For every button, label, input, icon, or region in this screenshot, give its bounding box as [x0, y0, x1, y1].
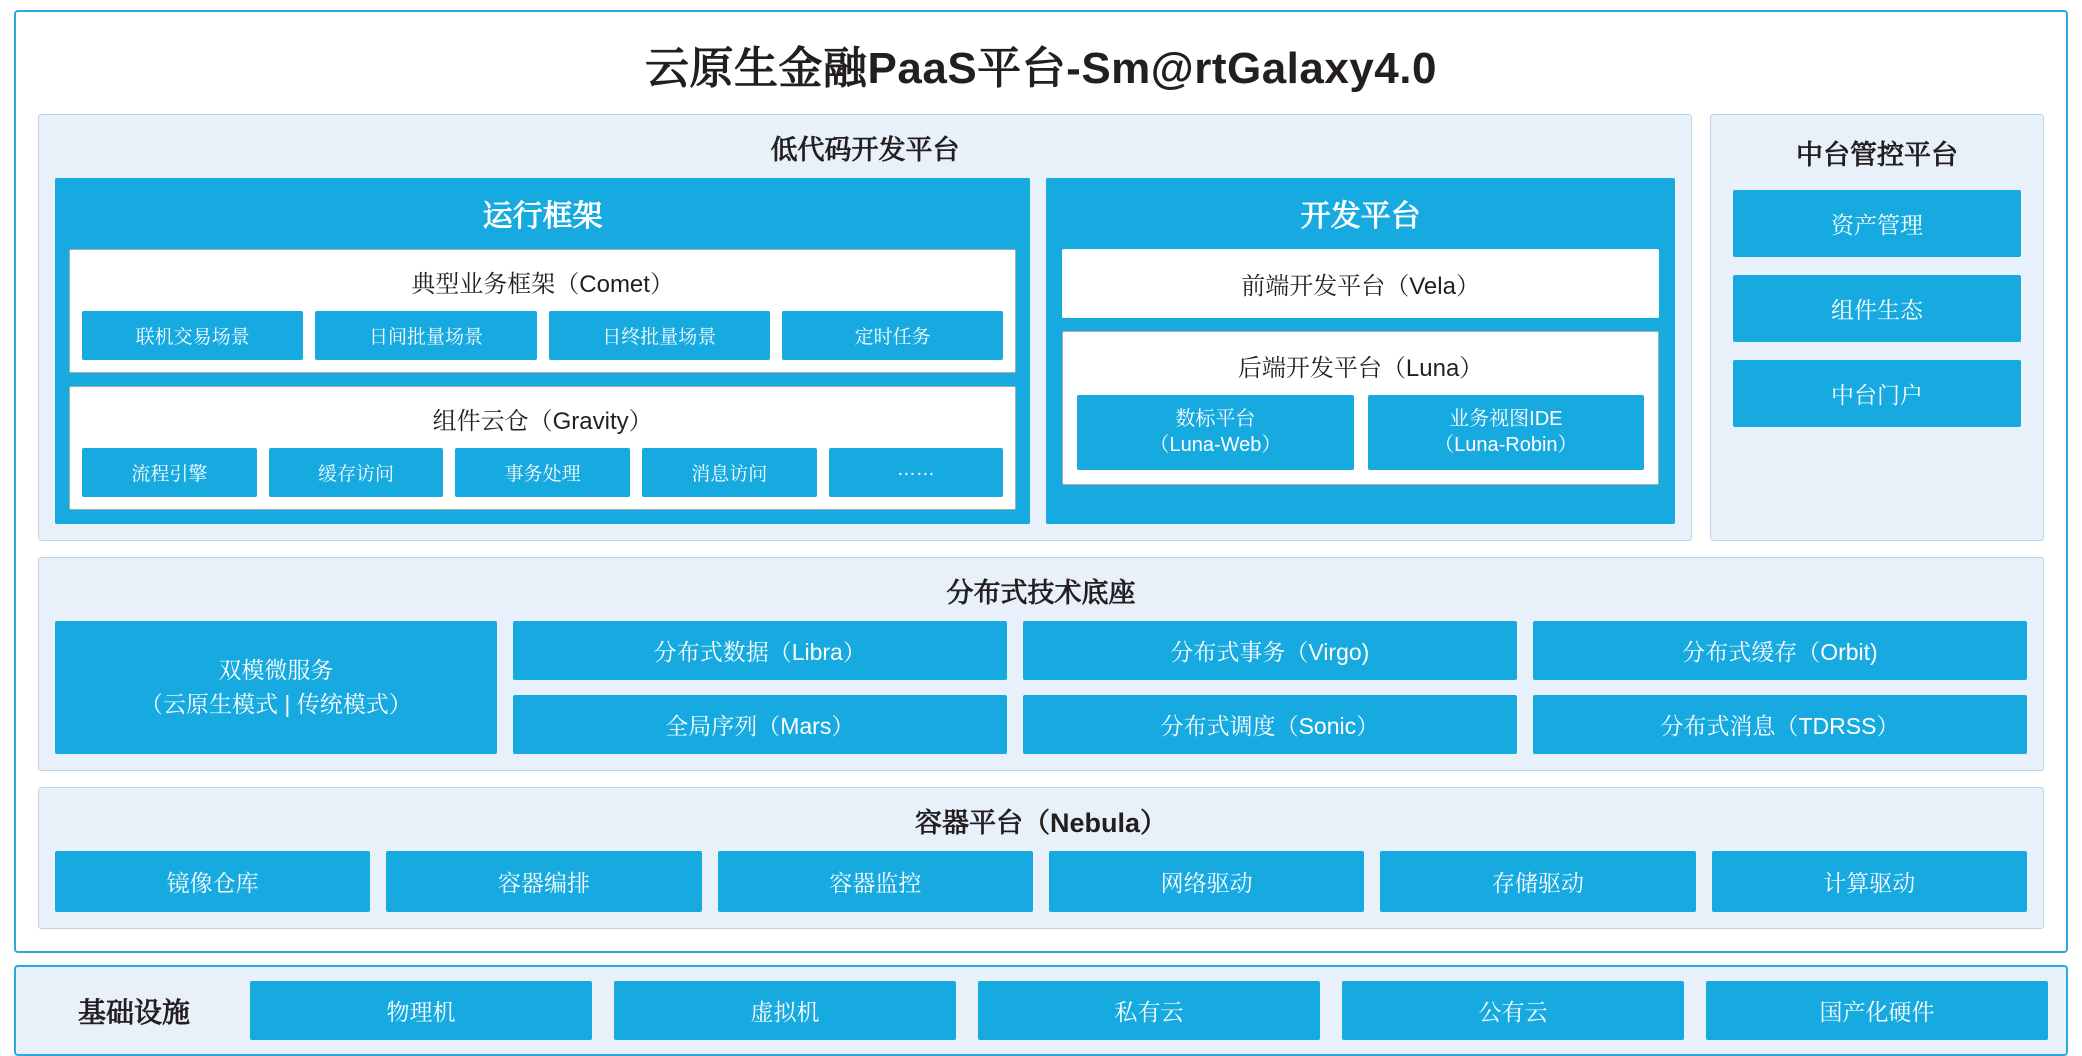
- container-platform-title: 容器平台（Nebula）: [914, 808, 1168, 838]
- runtime-framework-title: 运行框架: [482, 200, 603, 233]
- comet-item[interactable]: 日终批量场景: [549, 311, 770, 360]
- distributed-item[interactable]: 分布式消息（TDRSS）: [1533, 695, 2027, 754]
- comet-item[interactable]: 日间批量场景: [315, 311, 536, 360]
- platform-outer-card: [14, 10, 2068, 953]
- infrastructure-item[interactable]: 国产化硬件: [1706, 981, 2048, 1040]
- gravity-item[interactable]: 消息访问: [642, 448, 817, 497]
- distributed-item[interactable]: 分布式数据（Libra）: [513, 621, 1007, 680]
- comet-group: [69, 249, 1016, 373]
- dual-mode-line1: 双模微服务: [218, 657, 334, 684]
- infrastructure-item[interactable]: 虚拟机: [614, 981, 956, 1040]
- comet-item[interactable]: 定时任务: [782, 311, 1003, 360]
- gravity-group: [69, 386, 1016, 510]
- comet-items: [82, 311, 1003, 360]
- gravity-item[interactable]: 缓存访问: [269, 448, 444, 497]
- backend-platform-title: 后端开发平台（Luna）: [1237, 355, 1484, 382]
- container-platform-panel: [38, 787, 2044, 929]
- infrastructure-items: [250, 981, 2048, 1040]
- container-platform-item[interactable]: 镜像仓库: [55, 851, 370, 912]
- dual-mode-microservice-item[interactable]: [55, 621, 497, 754]
- backend-platform-group: [1062, 331, 1659, 485]
- development-platform-box: [1046, 178, 1675, 524]
- distributed-column: [1533, 621, 2027, 754]
- control-platform-item[interactable]: 中台门户: [1733, 360, 2021, 427]
- control-platform-item[interactable]: 资产管理: [1733, 190, 2021, 257]
- control-platform-item[interactable]: 组件生态: [1733, 275, 2021, 342]
- infrastructure-item[interactable]: 物理机: [250, 981, 592, 1040]
- lowcode-inner: [55, 178, 1675, 524]
- control-platform-panel: [1710, 114, 2044, 541]
- backend-item-line1: 业务视图IDE: [1449, 408, 1563, 430]
- development-platform-title: 开发平台: [1300, 200, 1421, 233]
- gravity-title: 组件云仓（Gravity）: [432, 408, 653, 435]
- infrastructure-item[interactable]: 私有云: [978, 981, 1320, 1040]
- control-platform-title: 中台管控平台: [1796, 140, 1958, 170]
- backend-platform-item[interactable]: [1368, 395, 1644, 470]
- distributed-item[interactable]: 全局序列（Mars）: [513, 695, 1007, 754]
- distributed-item[interactable]: 分布式缓存（Orbit): [1533, 621, 2027, 680]
- frontend-platform-item[interactable]: 前端开发平台（Vela）: [1062, 249, 1659, 318]
- container-platform-items: [55, 851, 2027, 912]
- container-platform-item[interactable]: 容器编排: [386, 851, 701, 912]
- infrastructure-label: 基础设施: [77, 996, 190, 1028]
- distributed-item[interactable]: 分布式调度（Sonic）: [1023, 695, 1517, 754]
- distributed-column: [513, 621, 1007, 754]
- gravity-items: [82, 448, 1003, 497]
- page-title: 云原生金融PaaS平台-Sm@rtGalaxy4.0: [645, 44, 1437, 93]
- distributed-grid: [55, 621, 2027, 754]
- runtime-framework-box: [55, 178, 1030, 524]
- lowcode-platform-title: 低代码开发平台: [770, 135, 960, 165]
- backend-platform-item[interactable]: [1077, 395, 1353, 470]
- dual-mode-line2: （云原生模式 | 传统模式）: [139, 690, 412, 717]
- backend-item-line1: 数标平台: [1175, 408, 1256, 430]
- container-platform-item[interactable]: 存储驱动: [1380, 851, 1695, 912]
- backend-item-line2: （Luna-Web）: [1149, 434, 1282, 457]
- container-platform-item[interactable]: 计算驱动: [1712, 851, 2027, 912]
- infrastructure-item[interactable]: 公有云: [1342, 981, 1684, 1040]
- backend-item-line2: （Luna-Robin）: [1434, 434, 1578, 457]
- container-platform-item[interactable]: 容器监控: [718, 851, 1033, 912]
- comet-title: 典型业务框架（Comet）: [411, 271, 674, 298]
- distributed-base-title: 分布式技术底座: [946, 578, 1136, 608]
- gravity-item[interactable]: 事务处理: [455, 448, 630, 497]
- backend-platform-items: [1077, 395, 1644, 470]
- distributed-base-panel: [38, 557, 2044, 771]
- lowcode-platform-panel: [38, 114, 1692, 541]
- top-row: [38, 114, 2044, 541]
- infrastructure-panel: [14, 965, 2068, 1056]
- distributed-column: [1023, 621, 1517, 754]
- gravity-item-more[interactable]: ……: [829, 448, 1004, 497]
- container-platform-item[interactable]: 网络驱动: [1049, 851, 1364, 912]
- distributed-item[interactable]: 分布式事务（Virgo): [1023, 621, 1517, 680]
- gravity-item[interactable]: 流程引擎: [82, 448, 257, 497]
- comet-item[interactable]: 联机交易场景: [82, 311, 303, 360]
